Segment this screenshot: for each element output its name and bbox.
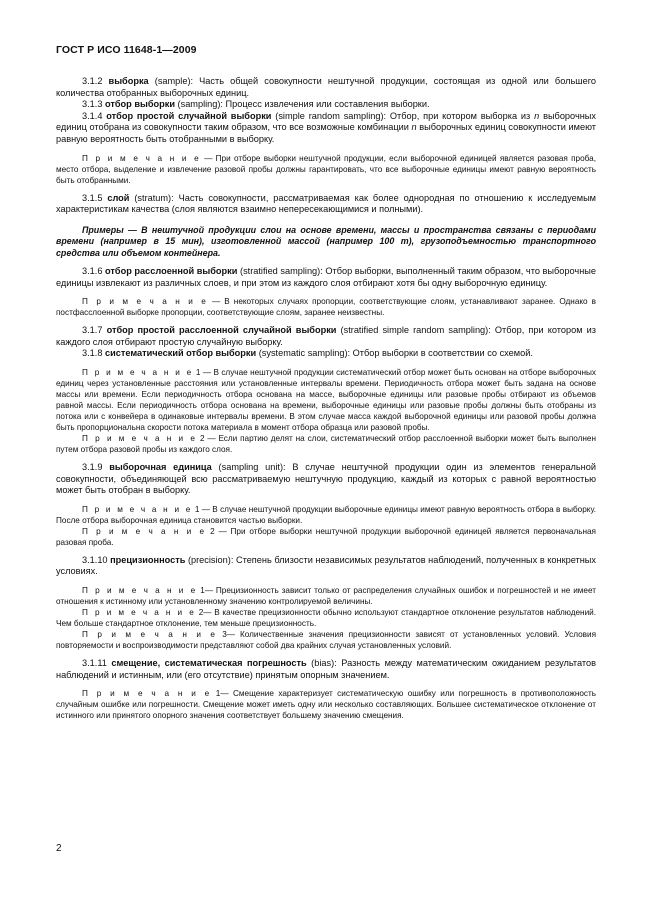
note-label: П р и м е ч а н и е (82, 689, 212, 699)
note-label: П р и м е ч а н и е (82, 433, 198, 443)
definition-text: (precision): Степень близости независимых результатов наблюдений, полученных в конкретных условиях. (56, 554, 596, 577)
note-3-1-9-2 (56, 526, 596, 548)
definition-3-1-7 (56, 325, 596, 348)
clause-number: 3.1.2 (82, 76, 109, 86)
definition-3-1-5 (56, 193, 596, 216)
note-label: П р и м е ч а н и е (82, 367, 194, 377)
term: выборка (108, 76, 149, 86)
note-label: П р и м е ч а н и е (82, 504, 193, 514)
note-3-1-4 (56, 153, 596, 186)
variable-n: n (534, 110, 540, 121)
definition-3-1-4 (56, 111, 596, 146)
clause-number: 3.1.8 (82, 348, 105, 359)
clause-number: 3.1.11 (82, 657, 112, 668)
definition-text: (sampling): Процесс извлечения или составления выборки. (174, 99, 430, 110)
note-text: 1— Смещение характеризует систематическую ошибку или погрешность в противоположность случайным ошибке или погрешности. Смещение может иметь одну или несколько составляющих. Большее систематическое отклонение от истинного или принятого опорного значения соответствует большему значению смещения. (56, 689, 597, 721)
note-label: П р и м е ч а н и е (82, 607, 197, 617)
term: отбор выборки (105, 99, 175, 110)
note-label: П р и м е ч а н и е (82, 629, 218, 639)
clause-number: 3.1.4 (82, 110, 107, 121)
note-text: 1— Прецизионность зависит только от распределения случайных ошибок и погрешностей и не имеет отношения к истинному или установленному значению контролируемой величины. (56, 585, 596, 606)
note-text: 2 — При отборе выборки нештучной продукции выборочной единицей является первоначальная разовая проба. (56, 526, 596, 547)
clause-number: 3.1.3 (82, 99, 105, 110)
note-3-1-10-1 (56, 585, 596, 607)
note-label: П р и м е ч а н и е (82, 526, 207, 536)
note-text: 1 — В случае нештучной продукции систематический отбор может быть основан на отборе выборочных единиц через установленные расстояния или установленные интервалы времени. Периодичность отбора может быть задана на основе массы или времени. Если периодичность отбора основана на массе, выборочные единицы или разовые пробы отбирают из объемов равной массы. Если периодичность отбора основана на времени, выборочные единицы или разовые пробы должны быть отобраны из потока или с конвейера в одинаковые интервалы времени. В этом случае масса каждой выборочной единицы или разовой пробы должна быть пропорциональна скорости потока материала в момент отбора образца или разовой пробы. (56, 367, 596, 432)
term: слой (107, 192, 130, 203)
note-text: 2 — Если партию делят на слои, систематический отбор расслоенной выборки может быть выполнен путем отбора разовой пробы из каждого слоя. (56, 433, 597, 454)
note-3-1-6 (56, 296, 596, 318)
note-text: 1 — В случае нештучной продукции выборочные единицы имеют равную вероятность отбора в выборку. После отбора выборочная единица становится частью выборки. (56, 504, 597, 525)
definition-text: (bias): Разность между математическим ожиданием результатов наблюдений и истинным, или (его отсутствие) принятым опорным значением. (56, 657, 596, 680)
term: отбор расслоенной выборки (105, 265, 238, 276)
term: смещение, систематическая погрешность (111, 657, 307, 668)
definition-text: (stratum): Часть совокупности, рассматриваемая как более однородная по отношению к исследуемым характеристикам качества (слоя являются взаимно непересекающимися и полными). (56, 192, 596, 215)
definition-text: (stratified simple random sampling): Отбор, при котором из каждого слоя отбирают простую случайную выборку. (56, 325, 596, 347)
note-3-1-9-1 (56, 504, 596, 526)
note-text: 3— Количественные значения прецизионности зависят от установленных условий. Условия повторяемости и воспроизводимости представляют собой два крайних случая установленных условий. (56, 629, 597, 650)
term: прецизионность (110, 554, 186, 565)
clause-number: 3.1.10 (82, 554, 111, 565)
definition-text: (sample): Часть общей совокупности нештучной продукции, состоящая из одной или большего количества отобранных выборочных единиц. (56, 76, 596, 98)
term: отбор простой расслоенной случайной выборки (106, 325, 337, 336)
definition-text: (systematic sampling): Отбор выборки в соответствии со схемой. (256, 348, 533, 359)
example-3-1-5: Примеры — В нештучной продукции слои на основе времени, массы и пространства связаны с периодами времени (например в 15 мин), изготовленной массой (например 100 т), грузоподъемностью транспортного средства или объемом контейнера. (56, 224, 596, 258)
definition-3-1-11 (56, 658, 596, 681)
definition-3-1-3 (56, 99, 596, 111)
clause-number: 3.1.5 (82, 192, 108, 203)
document-page (56, 44, 596, 721)
term: систематический отбор выборки (105, 348, 257, 359)
definition-3-1-8 (56, 348, 596, 360)
note-text: — В некоторых случаях пропорции, соответствующие слоям, устанавливают заранее. Однако в постфасслоенной выборке пропорции, соответствующие слоям, заранее неизвестны. (56, 297, 597, 318)
note-3-1-10-3 (56, 629, 596, 651)
note-3-1-8-2 (56, 433, 596, 455)
definition-3-1-10 (56, 555, 596, 578)
definition-text: выборочных единиц отобрана из совокупности таким образом, что все возможные комбинации (56, 110, 596, 133)
definition-3-1-2 (56, 76, 596, 99)
document-header: ГОСТ Р ИСО 11648-1—2009 (56, 44, 197, 56)
term: выборочная единица (109, 461, 212, 472)
note-3-1-8-1 (56, 367, 596, 433)
definition-text: выборочных единиц совокупности имеют равную вероятность быть отобранными в выборку. (56, 122, 597, 144)
definition-3-1-6 (56, 266, 596, 289)
note-3-1-11-1 (56, 688, 596, 721)
term: отбор простой случайной выборки (106, 110, 272, 121)
definition-text: (simple random sampling): Отбор, при котором выборка из (271, 110, 535, 121)
definition-text: (sampling unit): В случае нештучной продукции один из элементов генеральной совокупности, объединяющей всю рассматриваемую нештучную продукцию, каждый из которых с равной вероятностью может быть отобран в выборку. (56, 461, 596, 496)
definition-3-1-9 (56, 462, 596, 497)
clause-number: 3.1.7 (82, 325, 107, 336)
note-label: П р и м е ч а н и е (82, 585, 198, 595)
note-text: — При отборе выборки нештучной продукции, если выборочной единицей является разовая проба, место отбора, выделение и извлечение разовой пробы должны гарантировать, что все выборочные единицы имеют равную вероятность быть отобранными. (56, 153, 596, 185)
clause-number: 3.1.9 (82, 461, 110, 472)
note-label: П р и м е ч а н и е (82, 153, 201, 163)
page-number: 2 (56, 843, 62, 854)
definition-text: (stratified sampling): Отбор выборки, выполненный таким образом, что выборочные единицы извлекают из различных слоев, и при этом из каждого слоя отбирают хотя бы одну выборочную единицу. (56, 265, 596, 288)
clause-number: 3.1.6 (82, 265, 106, 276)
note-3-1-10-2 (56, 607, 596, 629)
note-text: 2— В качестве прецизионности обычно используют стандартное отклонение результатов наблюдений. Чем больше стандартное отклонение, тем меньше прецизионность. (56, 607, 597, 628)
note-label: П р и м е ч а н и е (82, 297, 208, 307)
variable-n: n (411, 122, 417, 133)
